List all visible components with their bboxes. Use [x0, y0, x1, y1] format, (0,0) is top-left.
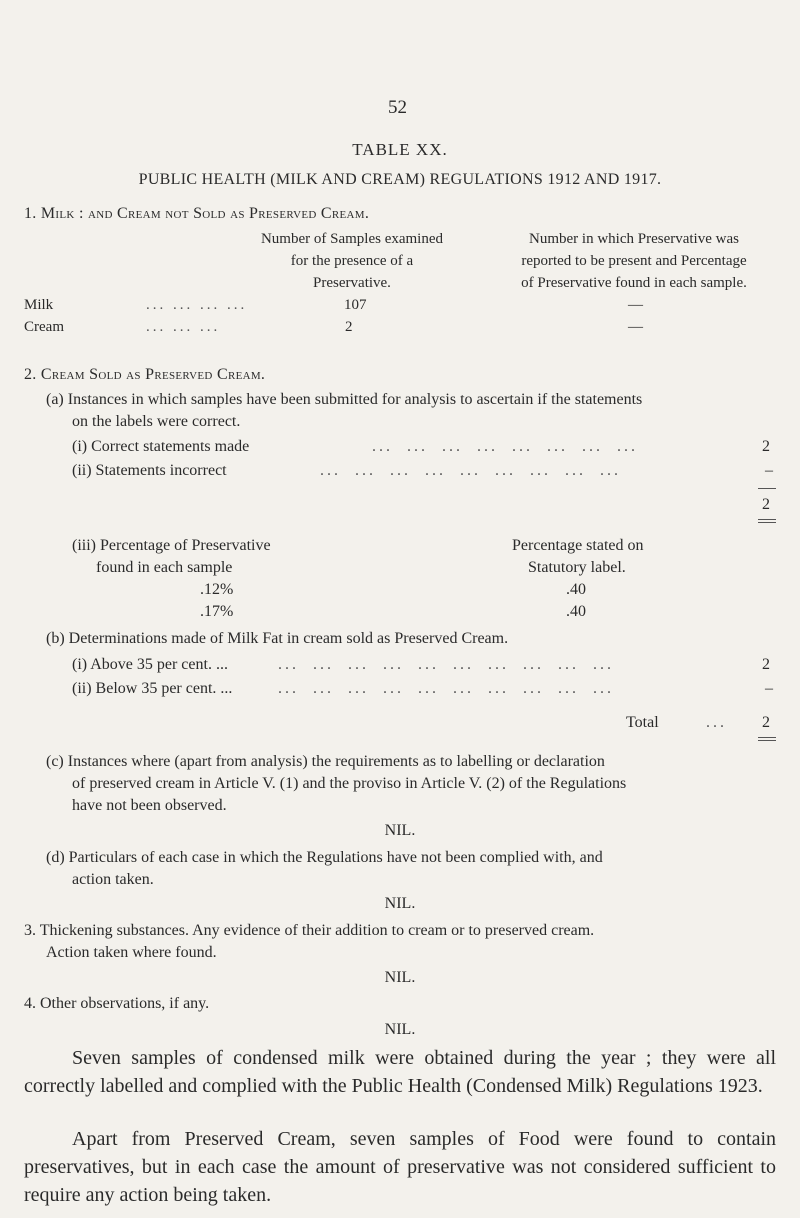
a-item-correct-label: (i) Correct statements made — [72, 438, 250, 455]
col2-header-line2: reported to be present and Percentage — [521, 253, 747, 269]
section1-heading: 1. Milk : and Cream not Sold as Preserved Cream. — [24, 205, 370, 222]
row-milk-leader: ... ... ... ... — [146, 297, 248, 313]
row-cream-label: Cream — [24, 319, 64, 335]
paragraph-preservatives: Apart from Preserved Cream, seven samples of Food were found to contain preservatives, but in each case the amount of preservative was not considered sufficient to require any action being taken. — [24, 1128, 776, 1206]
section2d-line1: (d) Particulars of each case in which the Regulations have not been complied with, and — [46, 849, 603, 866]
row-milk-label: Milk — [24, 297, 54, 313]
a-item-incorrect-leader: ... ... ... ... ... ... ... ... ... — [320, 462, 621, 479]
b-item-above-leader: ... ... ... ... ... ... ... ... ... ... — [278, 656, 614, 673]
iii-left-line2: found in each sample — [96, 559, 233, 576]
a-total: 2 — [762, 496, 770, 513]
a-item-correct-value: 2 — [762, 438, 770, 455]
regulations-heading: PUBLIC HEALTH (MILK AND CREAM) REGULATIONS 1912 AND 1917. — [138, 171, 662, 188]
a-item-correct-leader: ... ... ... ... ... ... ... ... — [372, 438, 638, 455]
b-item-below-label: (ii) Below 35 per cent. ... — [72, 680, 233, 697]
iii-row2-stated: .40 — [566, 603, 586, 620]
section2d-line2: action taken. — [72, 871, 154, 888]
page-number: 52 — [388, 97, 407, 118]
section2d-value: NIL. — [384, 895, 416, 912]
b-item-above-value: 2 — [762, 656, 770, 673]
section3-line1: 3. Thickening substances. Any evidence of their addition to cream or to preserved cream. — [24, 922, 595, 939]
section2c-line1: (c) Instances where (apart from analysis) the requirements as to labelling or declaration — [46, 753, 605, 770]
row-cream-result: — — [628, 319, 643, 335]
iii-left-line1: (iii) Percentage of Preservative — [72, 537, 271, 554]
section2b-text: (b) Determinations made of Milk Fat in cream sold as Preserved Cream. — [46, 630, 509, 647]
section2a-line1: (a) Instances in which samples have been submitted for analysis to ascertain if the statements — [46, 391, 643, 408]
iii-right-line2: Statutory label. — [528, 559, 626, 576]
b-item-below-leader: ... ... ... ... ... ... ... ... ... ... — [278, 680, 614, 697]
subtotal-rule — [758, 488, 776, 489]
a-item-incorrect-label: (ii) Statements incorrect — [72, 462, 227, 479]
a-item-incorrect-value: – — [765, 462, 773, 479]
iii-row1-found: .12% — [200, 581, 234, 598]
section4-value: NIL. — [384, 1021, 416, 1038]
section2c-line3: have not been observed. — [72, 797, 227, 814]
b-item-above-label: (i) Above 35 per cent. ... — [72, 656, 228, 673]
b-item-below-value: – — [765, 680, 773, 697]
row-milk-count: 107 — [344, 297, 367, 313]
b-total-value: 2 — [762, 714, 770, 731]
table-title: TABLE XX. — [352, 140, 448, 159]
section2c-value: NIL. — [384, 822, 416, 839]
col1-header-line1: Number of Samples examined — [260, 231, 444, 247]
row-milk-result: — — [628, 297, 643, 313]
section2-heading: 2. Cream Sold as Preserved Cream. — [24, 366, 266, 383]
iii-row2-found: .17% — [200, 603, 234, 620]
b-total-rule-top — [758, 737, 776, 738]
b-total-rule-bottom — [758, 740, 776, 741]
section4-text: 4. Other observations, if any. — [24, 995, 210, 1012]
row-cream-count: 2 — [345, 319, 353, 335]
section3-line2: Action taken where found. — [46, 944, 217, 961]
section2c-line2: of preserved cream in Article V. (1) and the proviso in Article V. (2) of the Regulations — [72, 775, 627, 792]
paragraph-condensed-milk: Seven samples of condensed milk were obtained during the year ; they were all correctly labelled and complied with the Public Health (Condensed Milk) Regulations 1923. — [24, 1047, 776, 1097]
col1-header-line2: for the presence of a — [290, 253, 414, 269]
section3-value: NIL. — [384, 969, 416, 986]
b-total-leader: ... — [706, 714, 727, 731]
col2-header-line1: Number in which Preservative was — [529, 231, 739, 247]
total-double-rule-top — [758, 519, 776, 520]
col1-header-line3: Preservative. — [313, 275, 391, 291]
col2-header-line3: of Preservative found in each sample. — [521, 275, 747, 291]
iii-row1-stated: .40 — [566, 581, 586, 598]
b-total-label: Total — [626, 714, 659, 731]
section2a-line2: on the labels were correct. — [72, 413, 241, 430]
iii-right-line1: Percentage stated on — [512, 537, 644, 554]
total-double-rule-bottom — [758, 522, 776, 523]
row-cream-leader: ... ... ... — [146, 319, 221, 335]
